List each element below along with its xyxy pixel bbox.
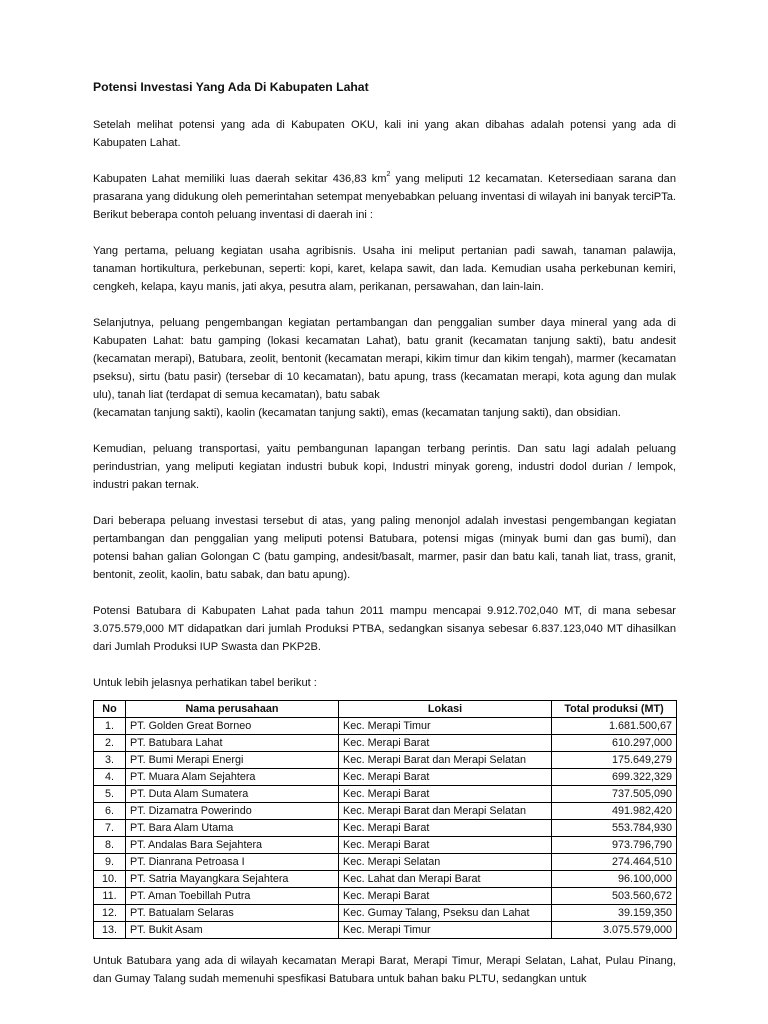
- paragraph-area: [93, 170, 676, 224]
- paragraph-mining: [93, 314, 676, 422]
- table-row: [94, 888, 677, 905]
- cell-production: 973.796,790: [552, 837, 677, 854]
- cell-company: PT. Aman Toebillah Putra: [126, 888, 339, 905]
- cell-company: PT. Muara Alam Sejahtera: [126, 769, 339, 786]
- table-row: [94, 871, 677, 888]
- cell-no: 2.: [94, 735, 126, 752]
- cell-production: 699.322,329: [552, 769, 677, 786]
- cell-company: PT. Bara Alam Utama: [126, 820, 339, 837]
- paragraph-intro: Setelah melihat potensi yang ada di Kabupaten OKU, kali ini yang akan dibahas adalah potensi yang ada di Kabupaten Lahat.: [93, 119, 676, 149]
- cell-location: Kec. Merapi Barat: [339, 888, 552, 905]
- header-production: Total produksi (MT): [552, 701, 677, 718]
- document-body: [93, 78, 676, 1006]
- cell-production: 39.159,350: [552, 905, 677, 922]
- cell-location: Kec. Merapi Timur: [339, 718, 552, 735]
- table-row: [94, 786, 677, 803]
- table-row: [94, 854, 677, 871]
- cell-location: Kec. Lahat dan Merapi Barat: [339, 871, 552, 888]
- cell-company: PT. Andalas Bara Sejahtera: [126, 837, 339, 854]
- cell-company: PT. Satria Mayangkara Sejahtera: [126, 871, 339, 888]
- cell-production: 274.464,510: [552, 854, 677, 871]
- cell-company: PT. Bukit Asam: [126, 922, 339, 939]
- table-row: [94, 905, 677, 922]
- table-row: [94, 803, 677, 820]
- cell-production: 3.075.579,000: [552, 922, 677, 939]
- table-row: [94, 735, 677, 752]
- cell-no: 10.: [94, 871, 126, 888]
- table-row: [94, 820, 677, 837]
- cell-no: 9.: [94, 854, 126, 871]
- cell-location: Kec. Gumay Talang, Pseksu dan Lahat: [339, 905, 552, 922]
- paragraph-transport: Kemudian, peluang transportasi, yaitu pembangunan lapangan terbang perintis. Dan satu lagi adalah peluang perindustrian, yang meliputi kegiatan industri bubuk kopi, Industri minyak goreng, industri dodol durian / lempok, industri pakan ternak.: [93, 443, 676, 491]
- cell-no: 3.: [94, 752, 126, 769]
- table-row: [94, 769, 677, 786]
- paragraph-investment: Dari beberapa peluang investasi tersebut di atas, yang paling menonjol adalah investasi pengembangan kegiatan pertambangan dan penggalian yang meliputi potensi Batubara, potensi migas (minyak bumi dan gas bumi), dan potensi bahan galian Golongan C (batu gamping, andesit/basalt, marmer, pasir dan batu kali, tanah liat, trass, granit, bentonit, zeolit, kaolin, batu sabak, dan batu apung).: [93, 515, 676, 581]
- cell-company: PT. Golden Great Borneo: [126, 718, 339, 735]
- table-body: [94, 718, 677, 939]
- cell-no: 1.: [94, 718, 126, 735]
- cell-location: Kec. Merapi Barat: [339, 769, 552, 786]
- area-superscript: 2: [386, 171, 391, 178]
- paragraph-coal-potential: Potensi Batubara di Kabupaten Lahat pada tahun 2011 mampu mencapai 9.912.702,040 MT, di mana sebesar 3.075.579,000 MT didapatkan dari jumlah Produksi PTBA, sedangkan sisanya sebesar 6.837.123,040 MT dihasilkan dari Jumlah Produksi IUP Swasta dan PKP2B.: [93, 605, 676, 653]
- cell-location: Kec. Merapi Timur: [339, 922, 552, 939]
- cell-company: PT. Dizamatra Powerindo: [126, 803, 339, 820]
- cell-location: Kec. Merapi Barat: [339, 786, 552, 803]
- cell-production: 503.560,672: [552, 888, 677, 905]
- header-no: No: [94, 701, 126, 718]
- cell-company: PT. Batubara Lahat: [126, 735, 339, 752]
- mining-text-cont: (kecamatan tanjung sakti), kaolin (kecamatan tanjung sakti), emas (kecamatan tanjung sakti), dan obsidian.: [93, 407, 621, 419]
- area-text-after: yang meliputi 12 kecamatan. Ketersediaan sarana dan prasarana yang didukung oleh pemerintahan setempat menyebabkan peluang inventasi di wilayah ini banyak terciPTa. Berikut beberapa contoh peluang inventasi di daerah ini :: [93, 173, 676, 221]
- cell-no: 13.: [94, 922, 126, 939]
- page-title: Potensi Investasi Yang Ada Di Kabupaten Lahat: [93, 80, 369, 94]
- cell-company: PT. Dianrana Petroasa I: [126, 854, 339, 871]
- cell-no: 12.: [94, 905, 126, 922]
- cell-company: PT. Batualam Selaras: [126, 905, 339, 922]
- table-row: [94, 922, 677, 939]
- cell-location: Kec. Merapi Barat dan Merapi Selatan: [339, 803, 552, 820]
- cell-no: 5.: [94, 786, 126, 803]
- table-row: [94, 752, 677, 769]
- area-text-before: Kabupaten Lahat memiliki luas daerah sekitar 436,83 km: [93, 173, 387, 185]
- cell-production: 553.784,930: [552, 820, 677, 837]
- cell-no: 11.: [94, 888, 126, 905]
- table-row: [94, 837, 677, 854]
- paragraph-agribusiness: Yang pertama, peluang kegiatan usaha agribisnis. Usaha ini meliput pertanian padi sawah, tanaman palawija, tanaman hortikultura, perkebunan, seperti: kopi, karet, kelapa sawit, dan lada. Kemudian usaha perkebunan kemiri, cengkeh, kelapa, kayu manis, jati akya, pesutra alam, perikanan, persawahan, dan lain-lain.: [93, 245, 676, 293]
- table-row: [94, 718, 677, 735]
- cell-production: 737.505,090: [552, 786, 677, 803]
- cell-location: Kec. Merapi Selatan: [339, 854, 552, 871]
- cell-production: 491.982,420: [552, 803, 677, 820]
- mining-text: Selanjutnya, peluang pengembangan kegiatan pertambangan dan penggalian sumber daya mineral yang ada di Kabupaten Lahat: batu gamping (lokasi kecamatan Lahat), batu granit (kecamatan tanjung sakti), batu andesit (kecamatan merapi), Batubara, zeolit, bentonit (kecamatan merapi, kikim timur dan kikim tengah), marmer (kecamatan pseksu), sirtu (batu pasir) (tersebar di 10 kecamatan), batu apung, trass (kecamatan merapi, kota agung dan mulak ulu), tanah liat (terdapat di semua kecamatan), batu sabak: [93, 317, 676, 401]
- cell-company: PT. Bumi Merapi Energi: [126, 752, 339, 769]
- production-table: [93, 700, 677, 939]
- cell-production: 610.297,000: [552, 735, 677, 752]
- cell-location: Kec. Merapi Barat: [339, 837, 552, 854]
- header-company: Nama perusahaan: [126, 701, 339, 718]
- paragraph-coal-spec: Untuk Batubara yang ada di wilayah kecamatan Merapi Barat, Merapi Timur, Merapi Selatan, Lahat, Pulau Pinang, dan Gumay Talang sudah memenuhi spesfikasi Batubara untuk bahan baku PLTU, sedangkan untuk: [93, 955, 676, 985]
- cell-no: 7.: [94, 820, 126, 837]
- cell-location: Kec. Merapi Barat: [339, 820, 552, 837]
- cell-location: Kec. Merapi Barat dan Merapi Selatan: [339, 752, 552, 769]
- cell-location: Kec. Merapi Barat: [339, 735, 552, 752]
- cell-no: 6.: [94, 803, 126, 820]
- cell-no: 8.: [94, 837, 126, 854]
- cell-no: 4.: [94, 769, 126, 786]
- paragraph-table-intro: Untuk lebih jelasnya perhatikan tabel berikut :: [93, 677, 317, 689]
- cell-production: 175.649,279: [552, 752, 677, 769]
- cell-production: 96.100,000: [552, 871, 677, 888]
- cell-production: 1.681.500,67: [552, 718, 677, 735]
- header-location: Lokasi: [339, 701, 552, 718]
- cell-company: PT. Duta Alam Sumatera: [126, 786, 339, 803]
- table-header-row: [94, 701, 677, 718]
